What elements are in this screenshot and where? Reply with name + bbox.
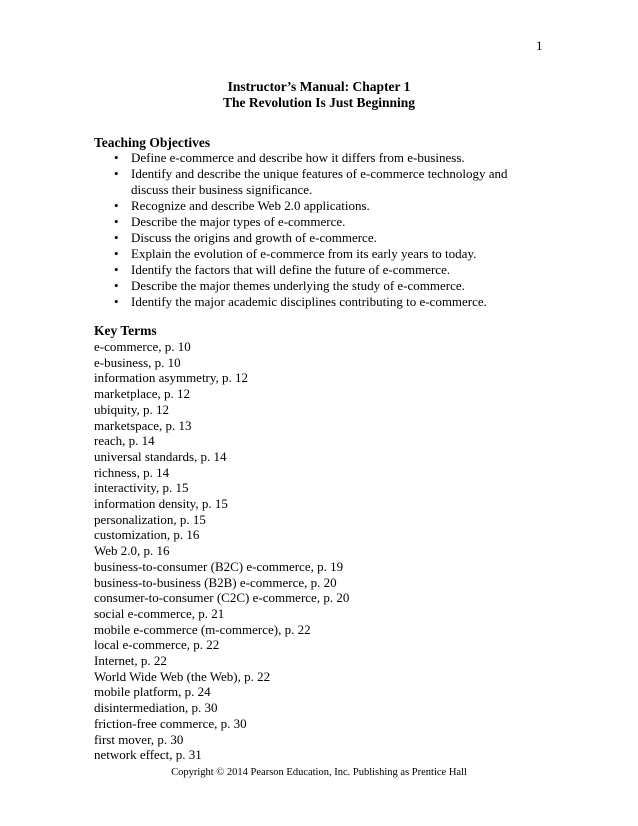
bullet-icon: • <box>114 214 119 229</box>
objective-text: Explain the evolution of e-commerce from its early years to today. <box>131 246 477 261</box>
objective-item <box>112 278 542 294</box>
key-term-item: Internet, p. 22 <box>94 653 167 669</box>
teaching-objectives-heading: Teaching Objectives <box>94 135 211 150</box>
key-terms-heading: Key Terms <box>94 323 157 338</box>
title-line-2: The Revolution Is Just Beginning <box>222 95 416 110</box>
copyright-footer: Copyright © 2014 Pearson Education, Inc. Publishing as Prentice Hall <box>171 767 467 778</box>
key-term-item: disintermediation, p. 30 <box>94 700 218 716</box>
objective-text: Identify the factors that will define the future of e-commerce. <box>131 262 451 277</box>
key-term-item: first mover, p. 30 <box>94 731 184 747</box>
objective-text: Recognize and describe Web 2.0 applications. <box>131 198 370 213</box>
objective-item <box>112 150 542 166</box>
objective-text: Identify the major academic disciplines contributing to e-commerce. <box>131 294 487 309</box>
key-term-item: marketplace, p. 12 <box>94 386 191 402</box>
objective-item <box>112 166 542 198</box>
objective-text: Describe the major types of e-commerce. <box>131 214 346 229</box>
key-term-item: Web 2.0, p. 16 <box>94 543 170 559</box>
key-term-item: e-business, p. 10 <box>94 354 181 370</box>
title-line-1: Instructor’s Manual: Chapter 1 <box>227 79 411 94</box>
key-term-item: richness, p. 14 <box>94 464 170 480</box>
objective-text: Define e-commerce and describe how it differs from e-business. <box>131 150 465 165</box>
key-term-item: mobile platform, p. 24 <box>94 684 211 700</box>
key-term-item: social e-commerce, p. 21 <box>94 605 225 621</box>
document-title <box>0 79 638 111</box>
objective-item <box>112 198 542 214</box>
key-term-item: interactivity, p. 15 <box>94 480 189 496</box>
key-term-item: business-to-business (B2B) e-commerce, p. 20 <box>94 574 337 590</box>
objective-item <box>112 230 542 246</box>
key-term-item: information asymmetry, p. 12 <box>94 370 249 386</box>
page-number: 1 <box>536 38 543 53</box>
key-term-item: business-to-consumer (B2C) e-commerce, p. 19 <box>94 558 344 574</box>
bullet-icon: • <box>114 278 119 293</box>
objective-text: Discuss the origins and growth of e-commerce. <box>131 230 377 245</box>
key-term-item: reach, p. 14 <box>94 433 155 449</box>
objective-text: Describe the major themes underlying the study of e-commerce. <box>131 278 465 293</box>
objective-item <box>112 262 542 278</box>
objective-text: Identify and describe the unique features of e-commerce technology and discuss their business significance. <box>131 166 508 197</box>
key-term-item: universal standards, p. 14 <box>94 448 227 464</box>
key-term-item: World Wide Web (the Web), p. 22 <box>94 668 271 684</box>
key-term-item: consumer-to-consumer (C2C) e-commerce, p. 20 <box>94 590 350 606</box>
objective-item <box>112 294 542 310</box>
objective-item <box>112 214 542 230</box>
key-term-item: friction-free commerce, p. 30 <box>94 715 247 731</box>
teaching-objectives-list <box>112 150 542 310</box>
key-term-item: local e-commerce, p. 22 <box>94 637 220 653</box>
key-term-item: network effect, p. 31 <box>94 747 202 763</box>
bullet-icon: • <box>114 294 119 309</box>
key-term-item: e-commerce, p. 10 <box>94 339 191 354</box>
key-terms-list <box>94 339 544 763</box>
bullet-icon: • <box>114 246 119 261</box>
objective-item <box>112 246 542 262</box>
key-term-item: customization, p. 16 <box>94 527 200 543</box>
key-term-item: marketspace, p. 13 <box>94 417 192 433</box>
bullet-icon: • <box>114 166 119 181</box>
key-term-item: information density, p. 15 <box>94 496 228 512</box>
key-term-item: mobile e-commerce (m-commerce), p. 22 <box>94 621 311 637</box>
bullet-icon: • <box>114 230 119 245</box>
key-term-item: personalization, p. 15 <box>94 511 206 527</box>
bullet-icon: • <box>114 150 119 165</box>
key-term-item: ubiquity, p. 12 <box>94 401 169 417</box>
bullet-icon: • <box>114 262 119 277</box>
bullet-icon: • <box>114 198 119 213</box>
